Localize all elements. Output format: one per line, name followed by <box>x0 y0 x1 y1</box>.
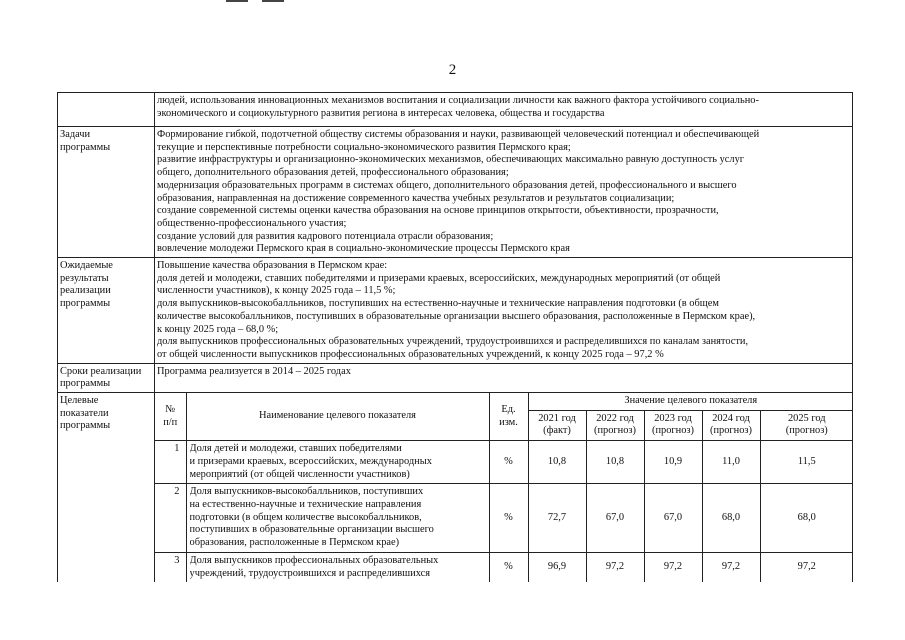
indicator-num: 2 <box>155 484 186 553</box>
goal-continued-label <box>58 93 155 127</box>
value-group-header: Значение целевого показателя <box>528 393 853 410</box>
targets-label <box>58 393 155 583</box>
text-line: учреждений, трудоустроившихся и распределившихся <box>189 567 431 579</box>
label-line: программы <box>60 141 111 153</box>
expected-results-row <box>58 258 853 364</box>
label-line: программы <box>60 298 111 310</box>
goal-continued-text <box>155 93 853 127</box>
text-line: к концу 2025 года – 68,0 %; <box>157 323 279 335</box>
goal-continued-row <box>58 93 853 127</box>
text-line: экономического и социокультурного развития региона в интересах человека, общества и государства <box>157 107 605 119</box>
year-label: 2021 год <box>538 412 576 424</box>
indicator-unit: % <box>489 484 528 553</box>
text-line: Доля выпускников профессиональных образовательных <box>189 554 439 566</box>
year-label: 2022 год <box>596 412 634 424</box>
indicator-value: 72,7 <box>528 484 586 553</box>
indicator-value: 67,0 <box>586 484 644 553</box>
text-line: количестве высокобалльников, поступивших в образовательные организации высшего образования, расположенные в Пермском крае), <box>157 310 756 322</box>
text-line: Доля выпускников-высокобалльников, поступивших <box>189 486 424 498</box>
timeline-label <box>58 363 155 392</box>
tasks-label <box>58 127 155 258</box>
indicator-row <box>155 484 853 553</box>
year-header <box>528 410 586 440</box>
unit-header <box>489 393 528 441</box>
year-kind: (прогноз) <box>652 425 694 437</box>
indicator-name <box>186 552 489 582</box>
label-line: Задачи <box>60 129 91 140</box>
label-line: Целевые <box>60 395 99 407</box>
indicator-value: 10,9 <box>644 441 702 484</box>
indicator-value: 10,8 <box>528 441 586 484</box>
text-line: мероприятий (от общей численности участников) <box>189 468 410 480</box>
label-line: результаты <box>60 272 109 284</box>
text-line: доля выпускников-высокобалльников, поступивших на естественно-научные и технические направления подготовки (в общем <box>157 298 719 310</box>
year-kind: (факт) <box>543 425 571 437</box>
indicator-unit: % <box>489 441 528 484</box>
text-line: текущие и перспективные потребности социально-экономического развития Пермского края; <box>157 141 571 153</box>
text-line: модернизация образовательных программ в системах общего, дополнительного образования детей, профессионального и высшего <box>157 179 737 191</box>
text-line: создание условий для развития кадрового потенциала отрасли образования; <box>157 230 494 242</box>
text-line: доля детей и молодежи, ставших победителями и призерами краевых, всероссийских, международных мероприятий (от общей <box>157 272 721 284</box>
indicator-value: 97,2 <box>586 552 644 582</box>
indicator-name <box>186 484 489 553</box>
num-header <box>155 393 186 441</box>
year-header <box>644 410 702 440</box>
text-line: подготовки (в общем количестве высокобалльников, <box>189 511 422 523</box>
timeline-row <box>58 363 853 392</box>
tasks-row <box>58 127 853 258</box>
expected-results-text <box>155 258 853 364</box>
expected-results-label <box>58 258 155 364</box>
text-line: на естественно-научные и технические направления <box>189 498 422 510</box>
indicator-num: 3 <box>155 552 186 582</box>
indicator-row <box>155 552 853 582</box>
tasks-text <box>155 127 853 258</box>
timeline-text <box>155 363 853 392</box>
year-header <box>586 410 644 440</box>
indicator-value: 97,2 <box>760 552 853 582</box>
text-line: и призерами краевых, всероссийских, международных <box>189 455 432 467</box>
indicators-header-row-1 <box>155 393 853 410</box>
indicator-name <box>186 441 489 484</box>
text-line: общественно-профессионального участия; <box>157 217 347 229</box>
indicator-unit: % <box>489 552 528 582</box>
indicator-value: 97,2 <box>702 552 760 582</box>
unit-header-line: Ед. <box>501 403 516 415</box>
text-line: образования, направленная на достижение современного качества учебных результатов и результатов социализации; <box>157 192 675 204</box>
page-number: 2 <box>448 62 457 78</box>
label-line: Ожидаемые <box>60 260 113 272</box>
text-line: создание современной системы оценки качества образования на основе принципов открытости, объективности, прозрачности, <box>157 205 719 217</box>
passport-table <box>57 92 853 582</box>
indicators-table <box>155 393 853 582</box>
text-line: Программа реализуется в 2014 – 2025 годах <box>157 365 351 377</box>
year-header <box>702 410 760 440</box>
num-header-line: п/п <box>163 416 178 428</box>
indicator-row <box>155 441 853 484</box>
label-line: реализации <box>60 285 111 297</box>
year-header <box>760 410 853 440</box>
text-line: Повышение качества образования в Пермском крае: <box>157 260 388 272</box>
text-line: численности участников), к концу 2025 года – 11,5 %; <box>157 285 396 297</box>
indicator-value: 96,9 <box>528 552 586 582</box>
indicator-value: 97,2 <box>644 552 702 582</box>
text-line: Доля детей и молодежи, ставших победителями <box>189 443 402 455</box>
text-line: развитие инфраструктуры и организационно-экономических механизмов, обеспечивающих максимально равную доступность услуг <box>157 154 745 166</box>
indicator-num: 1 <box>155 441 186 484</box>
targets-row <box>58 393 853 583</box>
year-kind: (прогноз) <box>785 425 828 437</box>
text-line: вовлечение молодежи Пермского края в социально-экономические процессы Пермского края <box>157 243 570 255</box>
text-line: общего, дополнительного образования детей, профессионального образования; <box>157 167 509 179</box>
text-line: Формирование гибкой, подотчетной обществу системы образования и науки, развивающей человеческий потенциал и обеспечивающей <box>157 129 760 140</box>
text-line: от общей численности выпускников профессиональных образовательных учреждений, к концу 2025 года – 97,2 % <box>157 348 664 360</box>
year-label: 2024 год <box>712 412 750 424</box>
scan-top-mark-left <box>226 0 248 2</box>
indicator-value: 11,0 <box>702 441 760 484</box>
targets-content <box>155 393 853 583</box>
indicator-value: 67,0 <box>644 484 702 553</box>
year-kind: (прогноз) <box>594 425 636 437</box>
scan-top-mark-right <box>262 0 284 2</box>
text-line: доля выпускников профессиональных образовательных учреждений, трудоустроившихся и распределившихся по каналам занятости, <box>157 336 749 348</box>
text-line: людей, использования инновационных механизмов воспитания и социализации личности как важного фактора устойчивого социально- <box>157 95 759 106</box>
num-header-line: № <box>165 403 176 415</box>
indicator-value: 10,8 <box>586 441 644 484</box>
year-label: 2023 год <box>654 412 692 424</box>
label-line: Сроки реализации <box>60 365 142 377</box>
text-line: поступивших в образовательные организации высшего <box>189 524 434 536</box>
program-passport <box>57 92 852 582</box>
year-kind: (прогноз) <box>710 425 752 437</box>
label-line: программы <box>60 378 111 390</box>
year-label: 2025 год <box>787 412 826 424</box>
name-header: Наименование целевого показателя <box>186 393 489 441</box>
text-line: образования, расположенные в Пермском крае) <box>189 537 400 549</box>
indicator-value: 68,0 <box>760 484 853 553</box>
unit-header-line: изм. <box>499 416 518 428</box>
indicator-value: 11,5 <box>760 441 853 484</box>
indicator-value: 68,0 <box>702 484 760 553</box>
label-line: программы <box>60 420 111 432</box>
label-line: показатели <box>60 407 109 419</box>
